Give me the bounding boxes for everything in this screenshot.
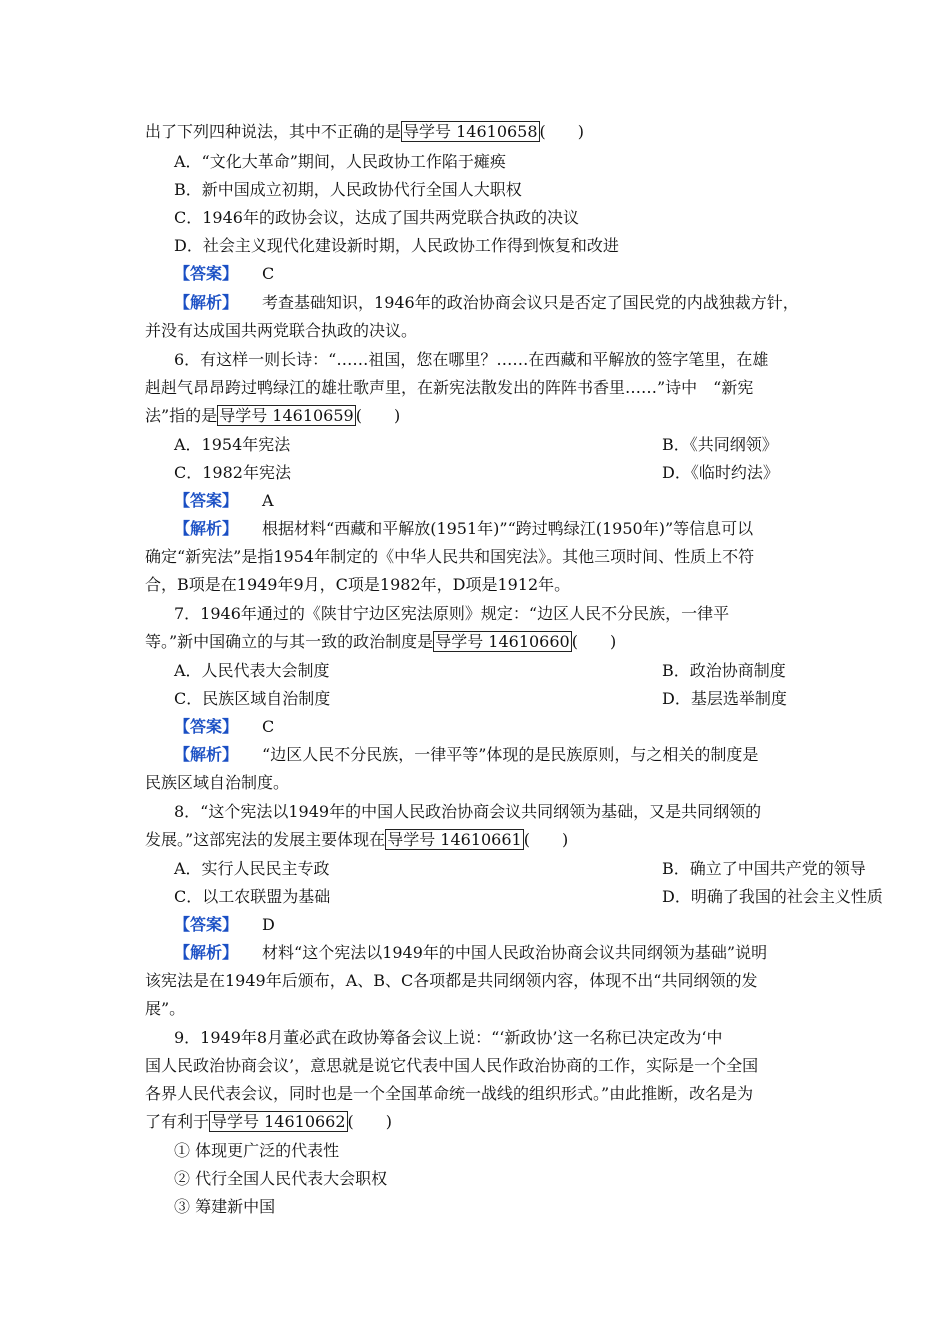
q6-answer-row xyxy=(174,487,839,515)
q9-stem-line-3: 各界人民代表会议，同时也是一个全国革命统一战线的组织形式。”由此推断，改名是为 xyxy=(145,1084,754,1103)
q8-analysis-line-2: 该宪法是在1949年后颁布，A、B、C各项都是共同纲领内容，体现不出“共同纲领的发 xyxy=(145,971,758,990)
q7-analysis-line-1 xyxy=(174,741,839,769)
q8-analysis-label: 【解析】 xyxy=(174,943,239,962)
q5-stem-line xyxy=(145,118,810,146)
q7-analysis-label: 【解析】 xyxy=(174,745,239,764)
q5-analysis-line-1 xyxy=(174,289,810,317)
q6-stem-line-1: 6．有这样一则长诗：“……祖国，您在哪里？……在西藏和平解放的签字笔里，在雄 xyxy=(174,350,769,369)
q7-stem-line-1: 7．1946年通过的《陕甘宁边区宪法原则》规定：“边区人民不分民族，一律平 xyxy=(174,604,730,623)
q5-stem-text: 出了下列四种说法，其中不正确的是 xyxy=(145,122,402,141)
q6-option-b: B．《共同纲领》 xyxy=(662,435,778,454)
q9-stem-line-1: 9．1949年8月董必武在政协筹备会议上说：“‘新政协’这一名称已决定改为‘中 xyxy=(174,1028,723,1047)
q9-stem-text-4: 了有利于 xyxy=(145,1112,210,1131)
q6-option-a: A．1954年宪法 xyxy=(174,435,291,454)
q8-stem-line-1: 8．“这个宪法以1949年的中国人民政治协商会议共同纲领为基础，又是共同纲领的 xyxy=(174,802,762,821)
q8-options-row-1 xyxy=(174,855,866,883)
q5-option-a: A．“文化大革命”期间，人民政协工作陷于瘫痪 xyxy=(174,152,506,171)
q8-analysis-text-1: 材料“这个宪法以1949年的中国人民政治协商会议共同纲领为基础”说明 xyxy=(262,943,768,962)
q7-options-row-2 xyxy=(174,685,839,713)
q6-analysis-label: 【解析】 xyxy=(174,519,239,538)
q7-answer-row xyxy=(174,713,839,741)
q9-item-1: ① 体现更广泛的代表性 xyxy=(174,1141,340,1160)
q6-option-d: D．《临时约法》 xyxy=(662,463,779,482)
q7-option-d: D．基层选举制度 xyxy=(662,689,787,708)
q8-answer-value: D xyxy=(262,915,275,934)
q6-stem-line-3 xyxy=(145,402,810,430)
q8-answer-blank: ( ) xyxy=(523,830,569,849)
q7-option-b: B．政治协商制度 xyxy=(662,661,786,680)
q5-option-d: D．社会主义现代化建设新时期，人民政协工作得到恢复和改进 xyxy=(174,236,619,255)
q5-option-b: B．新中国成立初期，人民政协代行全国人大职权 xyxy=(174,180,522,199)
q8-options-row-2 xyxy=(174,883,883,911)
q8-guide-number: 导学号 14610661 xyxy=(387,830,522,849)
q8-stem-text-2: 发展。”这部宪法的发展主要体现在 xyxy=(145,830,386,849)
q7-analysis-text-1: “边区人民不分民族，一律平等”体现的是民族原则，与之相关的制度是 xyxy=(262,745,759,764)
q9-stem-line-4 xyxy=(145,1108,810,1136)
q6-answer-label: 【答案】 xyxy=(174,491,239,510)
q6-options-row-2 xyxy=(174,459,839,487)
q5-guide-number: 导学号 14610658 xyxy=(403,122,538,141)
q7-answer-label: 【答案】 xyxy=(174,717,239,736)
q8-answer-row xyxy=(174,911,839,939)
q6-analysis-line-2: 确定“新宪法”是指1954年制定的《中华人民共和国宪法》。其他三项时间、性质上不符 xyxy=(145,547,755,566)
q8-option-d: D．明确了我国的社会主义性质 xyxy=(662,887,883,906)
q9-stem-line-2: 国人民政治协商会议’，意思就是说它代表中国人民作政治协商的工作，实际是一个全国 xyxy=(145,1056,759,1075)
q5-answer-label: 【答案】 xyxy=(174,264,239,283)
q6-analysis-text-1: 根据材料“西藏和平解放(1951年)”“跨过鸭绿江(1950年)”等信息可以 xyxy=(262,519,754,538)
q9-item-2: ② 代行全国人民代表大会职权 xyxy=(174,1169,388,1188)
q7-answer-value: C xyxy=(262,717,275,736)
q6-analysis-line-3: 合，B项是在1949年9月，C项是1982年，D项是1912年。 xyxy=(145,575,571,594)
q5-analysis-text-1: 考查基础知识，1946年的政治协商会议只是否定了国民党的内战独裁方针， xyxy=(262,293,799,312)
q6-option-c: C．1982年宪法 xyxy=(174,463,291,482)
q8-option-b: B．确立了中国共产党的领导 xyxy=(662,859,866,878)
q6-stem-text-3: 法”指的是 xyxy=(145,406,218,425)
q7-stem-text-2: 等。”新中国确立的与其一致的政治制度是 xyxy=(145,632,434,651)
q7-stem-line-2 xyxy=(145,628,810,656)
q5-analysis-label: 【解析】 xyxy=(174,293,239,312)
q8-answer-label: 【答案】 xyxy=(174,915,239,934)
q6-answer-blank: ( ) xyxy=(355,406,401,425)
q9-guide-number: 导学号 14610662 xyxy=(211,1112,346,1131)
q5-answer-value: C xyxy=(262,264,275,283)
q6-answer-value: A xyxy=(262,491,274,510)
q8-stem-line-2 xyxy=(145,826,810,854)
q7-options-row-1 xyxy=(174,657,839,685)
q8-option-c: C．以工农联盟为基础 xyxy=(174,887,331,906)
q8-analysis-line-1 xyxy=(174,939,839,967)
q5-answer-blank: ( ) xyxy=(539,122,585,141)
q5-option-c: C．1946年的政协会议，达成了国共两党联合执政的决议 xyxy=(174,208,579,227)
q6-guide-number: 导学号 14610659 xyxy=(219,406,354,425)
q5-analysis-line-2: 并没有达成国共两党联合执政的决议。 xyxy=(145,321,418,340)
q6-options-row-1 xyxy=(174,431,839,459)
q7-guide-number: 导学号 14610660 xyxy=(435,632,570,651)
q6-analysis-line-1 xyxy=(174,515,839,543)
q7-option-c: C．民族区域自治制度 xyxy=(174,689,331,708)
q7-option-a: A．人民代表大会制度 xyxy=(174,661,330,680)
q8-analysis-line-3: 展”。 xyxy=(145,999,186,1018)
q7-analysis-line-2: 民族区域自治制度。 xyxy=(145,773,290,792)
q9-item-3: ③ 筹建新中国 xyxy=(174,1197,276,1216)
q6-stem-line-2: 赳赳气昂昂跨过鸭绿江的雄壮歌声里，在新宪法散发出的阵阵书香里……”诗中 “新宪 xyxy=(145,378,754,397)
q7-answer-blank: ( ) xyxy=(571,632,617,651)
q5-answer-row xyxy=(174,260,839,288)
q9-answer-blank: ( ) xyxy=(347,1112,393,1131)
q8-option-a: A．实行人民民主专政 xyxy=(174,859,330,878)
